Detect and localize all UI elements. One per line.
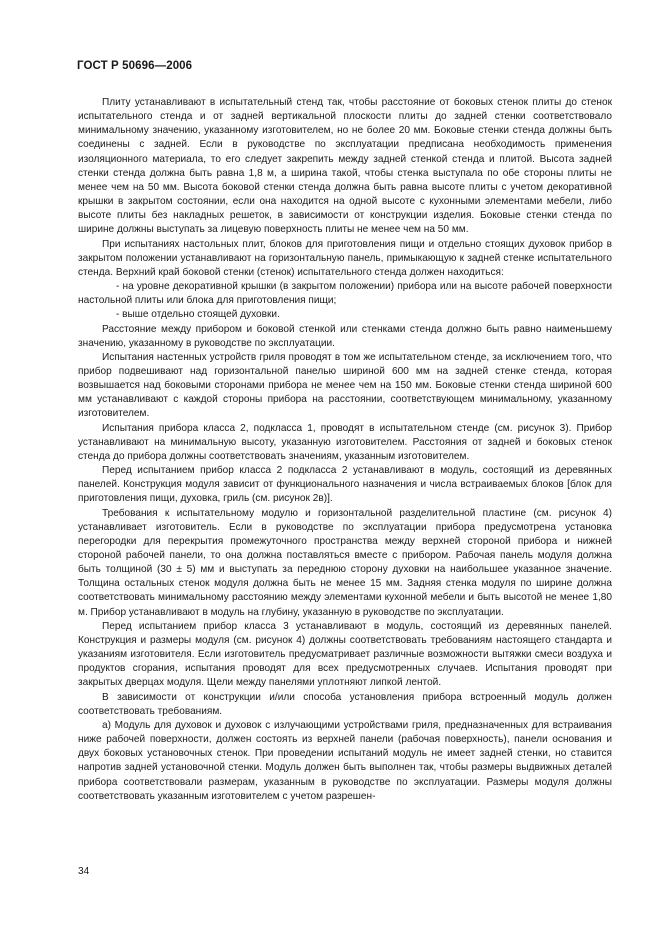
paragraph: В зависимости от конструкции и/или способа установления прибора встроенный модуль должен соответствовать требованиям. (78, 691, 612, 717)
paragraph: Требования к испытательному модулю и горизонтальной разделительной пластине (см. рисунок 4) устанавливает изготовитель. Если в руководстве по эксплуатации прибора предусмотрена установка перегородки для перекрытия промежуточного пространства между верхней стороной прибора и нижней стороной рабочей панели, то она должна поставляться вместе с прибором. Рабочая панель модуля должна быть толщиной (30 ± 5) мм и выступать за переднюю сторону духовки на наибольшее указанное значение. Толщина остальных стенок модуля должна быть не менее 15 мм. Задняя стенка модуля по ширине должна соответствовать минимальному расстоянию между элементами кухонной мебели и быть высотой не менее 1,80 м. Прибор устанавливают в модуль на глубину, указанную в руководстве по эксплуатации. (78, 507, 612, 618)
paragraph: Испытания прибора класса 2, подкласса 1, проводят в испытательном стенде (см. рисунок 3). Прибор устанавливают на минимальную высоту, указанную изготовителем. Расстояния от задней и боковых стенок стенда до прибора должны соответствовать значениям, указанным изготовителем. (78, 422, 612, 462)
paragraph: Перед испытанием прибор класса 3 устанавливают в модуль, состоящий из деревянных панелей. Конструкция и размеры модуля (см. рисунок 4) должны соответствовать требованиям настоящего стандарта и указаниям изготовителя. Если изготовитель предусматривает различные возможности вытяжки смеси воздуха и продуктов сгорания, испытания проводят для всех предусмотренных случаев. Испытания проводят при закрытых дверцах модуля. Щели между панелями уплотняют липкой лентой. (78, 620, 612, 689)
list-item: - на уровне декоративной крышки (в закрытом положении) прибора или на высоте рабочей поверхности настольной плиты или блока для приготовления пищи; (78, 281, 612, 307)
page-number: 34 (78, 866, 90, 877)
paragraph: При испытаниях настольных плит, блоков для приготовления пищи и отдельно стоящих духовок прибор в закрытом положении устанавливают на горизонтальную панель, примыкающую к задней стенке испытательного стенда. Верхний край боковой стенки (стенок) испытательного стенда должен находиться: (78, 238, 612, 278)
document-page (78, 60, 612, 804)
document-body (78, 96, 612, 804)
document-header: ГОСТ Р 50696—2006 (77, 60, 193, 72)
paragraph: Расстояние между прибором и боковой стенкой или стенками стенда должно быть равно наименьшему значению, указанному в руководстве по эксплуатации. (78, 323, 612, 349)
paragraph: Плиту устанавливают в испытательный стенд так, чтобы расстояние от боковых стенок плиты до стенок испытательного стенда и от задней вертикальной плоскости плиты до задней стенки соответствовало минимальному значению, указанному изготовителем, но не более 20 мм. Боковые стенки стенда должны быть соединены с задней. Если в руководстве по эксплуатации предписана необходимость применения изоляционного материала, то его следует закрепить между задней стенкой стенда и плитой. Высота задней стенки стенда должна быть равна 1,8 м, а ширина такой, чтобы стенка выступала по обе стороны плиты не менее чем на 50 мм. Высота боковой стенки стенда должна быть равна высоте плиты с учетом декоративной крышки в закрытом состоянии, если она находится на одной высоте с кухонными элементами мебели, либо высоте плиты без накладных решеток, в зависимости от конструкции изделия. Боковые стенки стенда по ширине должны выступать за лицевую поверхность плиты не менее чем на 50 мм. (78, 97, 612, 236)
paragraph: а) Модуль для духовок и духовок с излучающими устройствами гриля, предназначенных для встраивания ниже рабочей поверхности, должен состоять из верхней панели (рабочая поверхность), панели основания и двух боковых установочных стенок. При проведении испытаний модуль не имеет задней стенки, но ставится напротив задней установочной стенки. Модуль должен быть выполнен так, чтобы размеры выдвижных деталей прибора соответствовали размерам, указанным в руководстве по эксплуатации. Размеры модуля должны соответствовать указанным изготовителем с учетом разрешен- (78, 719, 612, 802)
list-item: - выше отдельно стоящей духовки. (116, 309, 280, 321)
paragraph: Перед испытанием прибор класса 2 подкласса 2 устанавливают в модуль, состоящий из деревянных панелей. Конструкция модуля зависит от функционального назначения и числа встраиваемых блоков [блок для приготовления пищи, духовка, гриль (см. рисунок 2в)]. (78, 465, 612, 505)
paragraph: Испытания настенных устройств гриля проводят в том же испытательном стенде, за исключением того, что прибор подвешивают над горизонтальной панелью шириной 600 мм на задней стенке стенда, которая возвышается над боковыми сторонами прибора не менее чем на 150 мм. Боковые стенки стенда шириной 600 мм устанавливают с каждой стороны прибора на расстоянии, соответствующем минимальному, указанному изготовителем. (78, 351, 612, 420)
